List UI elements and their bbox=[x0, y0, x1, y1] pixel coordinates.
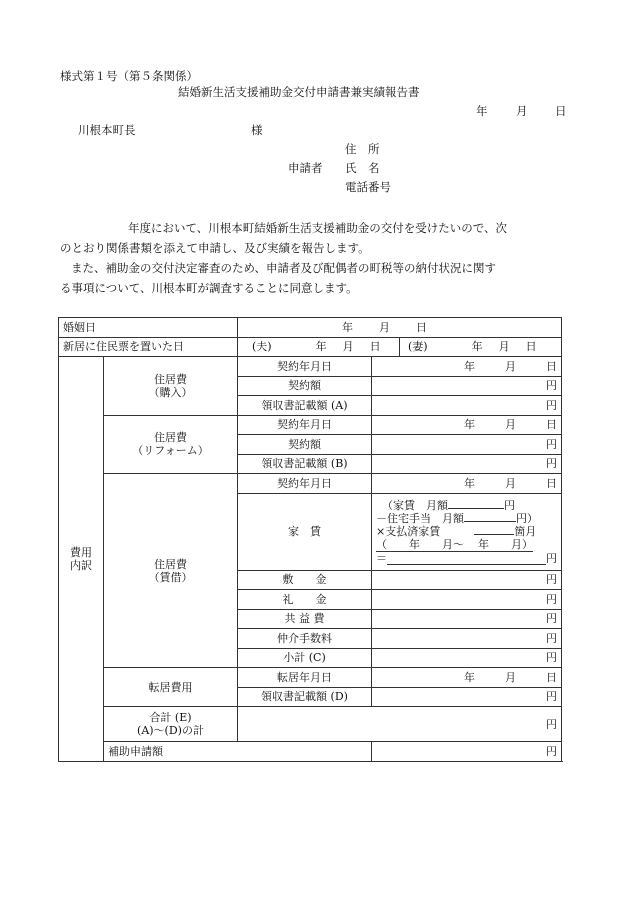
marriage-date-field[interactable]: 年 月 日 bbox=[238, 318, 562, 338]
key-money-label: 礼 金 bbox=[238, 590, 372, 610]
date-month-label: 月 bbox=[516, 104, 528, 118]
moving-date-label: 転居年月日 bbox=[238, 668, 372, 688]
body-p1-line1: 年度において、川根本町結婚新生活支援補助金の交付を受けたいので、次 bbox=[128, 221, 508, 235]
deposit-label: 敷 金 bbox=[238, 570, 372, 590]
marriage-date-label: 婚姻日 bbox=[59, 318, 238, 338]
body-p1-line2: のとおり関係書類を添えて申請し、及び実績を報告します。 bbox=[60, 241, 370, 255]
reform-contract-date-row bbox=[59, 415, 562, 435]
purchase-contract-date-field[interactable]: 年 月 日 bbox=[372, 357, 562, 377]
total-label: 合計 (E) (A)～(D)の計 bbox=[104, 707, 238, 742]
reform-receipt-label: 領収書記載額 (B) bbox=[238, 454, 372, 474]
agent-fee-label: 仲介手数料 bbox=[238, 629, 372, 649]
body-paragraph-2 bbox=[60, 258, 570, 298]
purchase-contract-date-label: 契約年月日 bbox=[238, 357, 372, 377]
body-p2-line1: また、補助金の交付決定審査のため、申請者及び配偶者の町税等の納付状況に関す bbox=[71, 261, 497, 275]
purchase-contract-date-row bbox=[59, 357, 562, 377]
moving-date-row bbox=[59, 668, 562, 688]
marriage-date-row bbox=[59, 318, 562, 338]
husband-date-field[interactable]: (夫) 年 月 日 bbox=[238, 337, 400, 357]
addressee-honorific: 様 bbox=[251, 123, 263, 137]
wife-date-field[interactable]: (妻) 年 月 日 bbox=[400, 337, 562, 357]
purchase-receipt-label: 領収書記載額 (A) bbox=[238, 396, 372, 416]
reform-contract-amount-label: 契約額 bbox=[238, 435, 372, 455]
subtotal-label: 小計 (C) bbox=[238, 648, 372, 668]
purchase-contract-amount-label: 契約額 bbox=[238, 376, 372, 396]
date-year-label: 年 bbox=[476, 104, 488, 118]
rent-label: 家 賃 bbox=[238, 493, 372, 570]
deposit-field[interactable]: 円 bbox=[372, 570, 562, 590]
cost-breakdown-label: 費用 内訳 bbox=[59, 357, 104, 762]
form-number: 様式第１号（第５条関係） bbox=[60, 69, 198, 83]
key-money-field[interactable]: 円 bbox=[372, 590, 562, 610]
rental-category-label: 住居費 （賃借） bbox=[104, 474, 238, 668]
purchase-receipt-field[interactable]: 円 bbox=[372, 396, 562, 416]
subsidy-label: 補助申請額 bbox=[104, 742, 372, 762]
date-day-label: 日 bbox=[555, 104, 567, 118]
purchase-category-label: 住居費 （購入） bbox=[104, 357, 238, 416]
resident-date-row bbox=[59, 337, 562, 357]
body-p2-line2: る事項について、川根本町が調査することに同意します。 bbox=[60, 281, 358, 295]
total-row bbox=[59, 707, 562, 742]
reform-contract-date-label: 契約年月日 bbox=[238, 415, 372, 435]
moving-date-field[interactable]: 年 月 日 bbox=[372, 668, 562, 688]
resident-date-label: 新居に住民票を置いた日 bbox=[59, 337, 238, 357]
reform-contract-amount-field[interactable]: 円 bbox=[372, 435, 562, 455]
rental-contract-date-label: 契約年月日 bbox=[238, 474, 372, 494]
reform-receipt-field[interactable]: 円 bbox=[372, 454, 562, 474]
agent-fee-field[interactable]: 円 bbox=[372, 629, 562, 649]
common-fee-field[interactable]: 円 bbox=[372, 609, 562, 629]
applicant-label: 申請者 bbox=[288, 161, 323, 175]
subsidy-row bbox=[59, 742, 562, 762]
applicant-name-label: 氏 名 bbox=[345, 161, 380, 175]
rental-contract-date-row bbox=[59, 474, 562, 494]
moving-receipt-field[interactable]: 円 bbox=[372, 687, 562, 707]
body-paragraph-1 bbox=[60, 218, 570, 258]
rent-calc-field[interactable]: （家賃 月額 円 －住宅手当 月額 円） ×支払済家賃 箇月 （ 年 月～ 年 月） ＝ 円 bbox=[372, 493, 562, 570]
addressee-name: 川根本町長 bbox=[78, 123, 136, 137]
common-fee-label: 共 益 費 bbox=[238, 609, 372, 629]
application-table bbox=[58, 317, 562, 762]
subsidy-field[interactable]: 円 bbox=[372, 742, 562, 762]
total-field[interactable]: 円 bbox=[238, 707, 562, 742]
moving-receipt-label: 領収書記載額 (D) bbox=[238, 687, 372, 707]
rental-contract-date-field[interactable]: 年 月 日 bbox=[372, 474, 562, 494]
subtotal-field[interactable]: 円 bbox=[372, 648, 562, 668]
document-title: 結婚新生活支援補助金交付申請書兼実績報告書 bbox=[178, 85, 420, 99]
applicant-phone-label: 電話番号 bbox=[345, 180, 391, 194]
reform-contract-date-field[interactable]: 年 月 日 bbox=[372, 415, 562, 435]
moving-category-label: 転居費用 bbox=[104, 668, 238, 707]
purchase-contract-amount-field[interactable]: 円 bbox=[372, 376, 562, 396]
reform-category-label: 住居費 （リフォーム） bbox=[104, 415, 238, 474]
applicant-address-label: 住 所 bbox=[345, 142, 380, 156]
